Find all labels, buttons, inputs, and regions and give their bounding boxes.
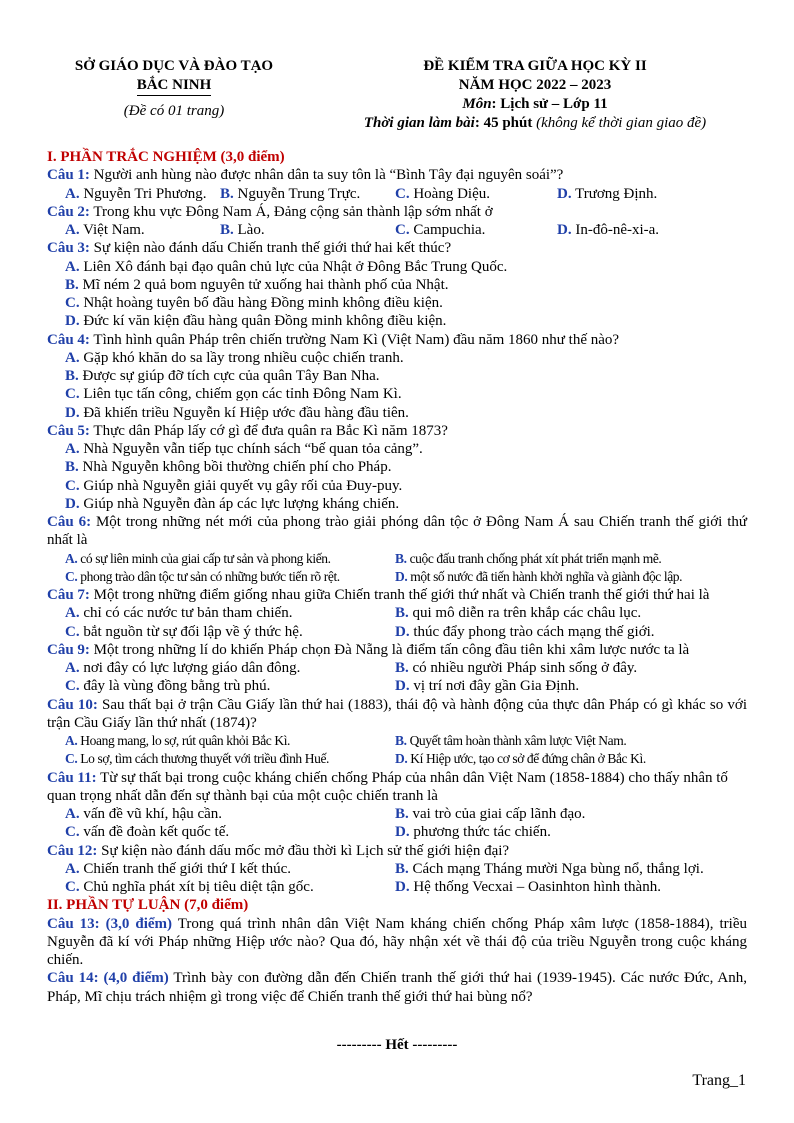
- essay-text: Trình bày con đường dẫn đến Chiến tranh thế giới thứ hai (1939-1945). Các nước Đức, Anh, Pháp, Mĩ chịu trách nhiệm gì trong việc để Chiến tranh thế giới thứ hai bùng nổ?: [47, 970, 747, 1005]
- option: C. Lo sợ, tìm cách thương thuyết với triều đình Huế.: [65, 751, 330, 767]
- question-label: Câu 5:: [47, 422, 90, 439]
- option: B. qui mô diễn ra trên khắp các châu lục.: [395, 605, 642, 622]
- question-label: Câu 10:: [47, 696, 98, 713]
- school-year: NĂM HỌC 2022 – 2023: [458, 77, 612, 93]
- option: D. Hệ thống Vecxai – Oasinhton hình thành.: [395, 879, 661, 895]
- option: C. Hoàng Diệu.: [395, 185, 490, 202]
- question: [47, 166, 747, 203]
- question: [47, 239, 747, 330]
- option: D. Giúp nhà Nguyễn đàn áp các lực lượng kháng chiến.: [65, 495, 400, 512]
- question: [47, 203, 747, 240]
- option: C. Campuchia.: [395, 222, 486, 238]
- option: A. Nguyễn Tri Phương.: [65, 185, 207, 202]
- question: [47, 842, 747, 897]
- question: [47, 769, 747, 842]
- option: D. thúc đẩy phong trào cách mạng thế giới.: [395, 623, 655, 640]
- header-right: [330, 57, 740, 133]
- exam-content: [47, 148, 747, 1006]
- question: [47, 331, 747, 422]
- question: [47, 586, 747, 641]
- end-marker: --------- Hết ---------: [336, 1037, 458, 1053]
- question: [47, 513, 747, 586]
- option: C. phong trào dân tộc tư sản có những bước tiến rõ rệt.: [65, 568, 340, 584]
- option: B. Nhà Nguyễn không bồi thường chiến phí cho Pháp.: [65, 459, 392, 476]
- question-label: Câu 2:: [47, 203, 90, 220]
- header-left: [54, 57, 294, 121]
- option: A. Gặp khó khăn do sa lầy trong nhiều cuộc chiến tranh.: [65, 349, 404, 366]
- question-label: Câu 9:: [47, 641, 90, 658]
- option: B. cuộc đấu tranh chống phát xít phát triển mạnh mẽ.: [395, 550, 662, 566]
- option: D. Kí Hiệp ước, tạo cơ sở để đứng chân ở Bắc Kì.: [395, 751, 646, 767]
- option: A. Hoang mang, lo sợ, rút quân khỏi Bắc Kì.: [65, 733, 291, 748]
- page-count-note: (Đề có 01 trang): [123, 103, 225, 119]
- option: A. Nhà Nguyễn vẫn tiếp tục chính sách “bế quan tỏa cảng”.: [65, 441, 423, 457]
- option: A. vấn đề vũ khí, hậu cần.: [65, 806, 223, 822]
- time-line: [330, 114, 740, 133]
- question-text: Một trong những lí do khiến Pháp chọn Đà Nẵng là điểm tấn công đầu tiên khi xâm lược nước ta là: [89, 641, 690, 658]
- page-number: Trang_1: [692, 1072, 746, 1089]
- option: B. Lào.: [220, 222, 265, 238]
- option: D. một số nước đã tiến hành khởi nghĩa và giành độc lập.: [395, 568, 683, 584]
- question: [47, 422, 747, 513]
- option: A. Việt Nam.: [65, 222, 145, 238]
- time-label: Thời gian làm bài: [363, 115, 475, 131]
- option: A. chỉ có các nước tư bản tham chiến.: [65, 605, 293, 622]
- section-title-essay: II. PHẦN TỰ LUẬN (7,0 điểm): [47, 897, 249, 914]
- option: A. có sự liên minh của giai cấp tư sản và phong kiến.: [65, 550, 331, 566]
- question: [47, 641, 747, 696]
- essay-question: [47, 969, 747, 1006]
- question-label: Câu 7:: [47, 587, 90, 603]
- exam-title: ĐỀ KIỂM TRA GIỮA HỌC KỲ II: [423, 58, 647, 74]
- time-note: (không kể thời gian giao đề): [532, 115, 707, 131]
- question-text: Trong khu vực Đông Nam Á, Đảng cộng sản thành lập sớm nhất ở: [89, 203, 493, 220]
- subject-line: [330, 95, 740, 114]
- question-text: Một trong những nét mới của phong trào giải phóng dân tộc ở Đông Nam Á sau Chiến tranh thế giới thứ nhất là: [47, 514, 748, 549]
- option: D. In-đô-nê-xi-a.: [557, 222, 660, 238]
- option: C. đây là vùng đồng bằng trù phú.: [65, 678, 271, 695]
- option: A. Chiến tranh thế giới thứ I kết thúc.: [65, 860, 292, 877]
- option: C. Giúp nhà Nguyễn giải quyết vụ gây rối của Đuy-puy.: [65, 477, 403, 494]
- question-text: Từ sự thất bại trong cuộc kháng chiến chống Pháp của nhân dân Việt Nam (1858-1884) cho thấy nhân tố quan trọng nhất dẫn đến sự thành bại của một cuộc chiến tranh là: [47, 769, 728, 804]
- option: B. Quyết tâm hoàn thành xâm lược Việt Nam.: [395, 733, 627, 748]
- option: B. có nhiều người Pháp sinh sống ở đây.: [395, 660, 638, 676]
- province-name: BẮC NINH: [137, 76, 212, 96]
- essay-question: [47, 915, 747, 970]
- essay-label: Câu 13: (3,0 điểm): [47, 915, 173, 932]
- question-label: Câu 11:: [47, 769, 97, 786]
- section-title-multiple-choice: I. PHẦN TRẮC NGHIỆM (3,0 điểm): [47, 149, 285, 165]
- option: C. Chủ nghĩa phát xít bị tiêu diệt tận gốc.: [65, 879, 314, 895]
- department-name: SỞ GIÁO DỤC VÀ ĐÀO TẠO: [74, 58, 274, 74]
- option: D. Đã khiến triều Nguyễn kí Hiệp ước đầu hàng đầu tiên.: [65, 404, 409, 421]
- option: D. Trương Định.: [557, 185, 658, 202]
- question-label: Câu 6:: [47, 514, 92, 530]
- time-value: : 45 phút: [474, 115, 533, 131]
- question-text: Sau thất bại ở trận Cầu Giấy lần thứ hai (1883), thái độ và hành động của thực dân Pháp có gì khác so với trận Cầu Giấy lần thứ nhất (1874)?: [47, 696, 747, 731]
- option: D. vị trí nơi đây gần Gia Định.: [395, 678, 580, 695]
- option: B. Được sự giúp đỡ tích cực của quân Tây Ban Nha.: [65, 368, 380, 384]
- option: D. phương thức tác chiến.: [395, 824, 551, 841]
- question-label: Câu 12:: [47, 842, 98, 859]
- essay-label: Câu 14: (4,0 điểm): [47, 970, 169, 987]
- question-text: Người anh hùng nào được nhân dân ta suy tôn là “Bình Tây đại nguyên soái”?: [89, 167, 564, 184]
- subject-label: Môn: [462, 96, 492, 112]
- question-label: Câu 4:: [47, 331, 90, 348]
- option: B. Mĩ ném 2 quả bom nguyên tử xuống hai thành phố của Nhật.: [65, 276, 449, 293]
- question-label: Câu 3:: [47, 240, 90, 257]
- question-label: Câu 1:: [47, 167, 90, 184]
- option: B. vai trò của giai cấp lãnh đạo.: [395, 806, 586, 822]
- option: A. Liên Xô đánh bại đạo quân chủ lực của Nhật ở Đông Bắc Trung Quốc.: [65, 258, 508, 275]
- option: B. Nguyễn Trung Trực.: [220, 185, 361, 202]
- option: C. vấn đề đoàn kết quốc tế.: [65, 824, 230, 841]
- option: D. Đức kí văn kiện đầu hàng quân Đồng minh không điều kiện.: [65, 313, 447, 330]
- option: C. bắt nguồn từ sự đối lập về ý thức hệ.: [65, 623, 303, 640]
- option: C. Nhật hoàng tuyên bố đầu hàng Đồng minh không điều kiện.: [65, 295, 443, 311]
- question-text: Thực dân Pháp lấy cớ gì để đưa quân ra Bắc Kì năm 1873?: [89, 422, 448, 439]
- subject-value: : Lịch sử – Lớp 11: [491, 96, 608, 112]
- essay-text: Trong quá trình nhân dân Việt Nam kháng chiến chống Pháp xâm lược (1858-1884), triều Nguyễn đã kí với Pháp những Hiệp ước nào? Qua đó, hãy nhận xét về thái độ của triều Nguyễn trong cuộc kháng chiến.: [47, 915, 747, 968]
- option: B. Cách mạng Tháng mười Nga bùng nổ, thắng lợi.: [395, 860, 704, 877]
- question-text: Sự kiện nào đánh dấu Chiến tranh thế giới thứ hai kết thúc?: [89, 240, 452, 257]
- question-text: Sự kiện nào đánh dấu mốc mở đầu thời kì Lịch sử thế giới hiện đại?: [97, 842, 510, 859]
- question: [47, 696, 747, 769]
- option: C. Liên tục tấn công, chiếm gọn các tỉnh Đông Nam Kì.: [65, 386, 402, 403]
- option: A. nơi đây có lực lượng giáo dân đông.: [65, 660, 301, 676]
- question-text: Tình hình quân Pháp trên chiến trường Nam Kì (Việt Nam) đầu năm 1860 như thế nào?: [89, 331, 620, 348]
- question-text: Một trong những điểm giống nhau giữa Chiến tranh thế giới thứ nhất và Chiến tranh thế giới thứ hai là: [89, 587, 710, 603]
